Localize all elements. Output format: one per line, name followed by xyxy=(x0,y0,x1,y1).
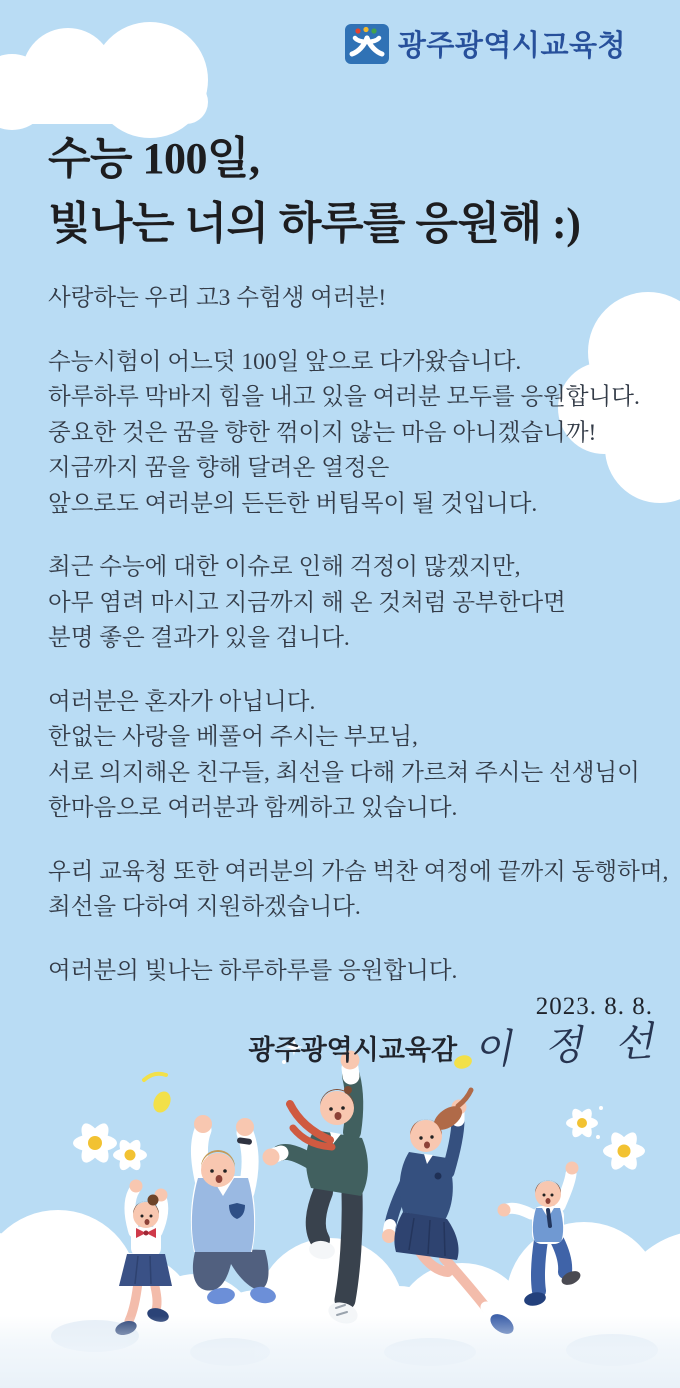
signer-name-handwritten: 이 정 선 xyxy=(472,1018,666,1074)
letter-line: 분명 좋은 결과가 있을 겁니다. xyxy=(48,625,350,651)
cloud-top-left-icon xyxy=(0,22,208,138)
letter-line: 한마음으로 여러분과 함께하고 있습니다. xyxy=(48,795,458,821)
page-title xyxy=(48,126,580,256)
paragraph-not-alone xyxy=(48,685,668,827)
letter-line: 여러분은 혼자가 아닙니다. xyxy=(48,688,316,715)
org-name: 광주광역시교육청 xyxy=(397,29,626,62)
paragraph-reassurance xyxy=(48,550,668,657)
letter-line: 서로 의지해온 친구들, 최선을 다해 가르쳐 주시는 선생님이 xyxy=(48,759,640,786)
letter-line: 지금까지 꿈을 향해 달려온 열정은 xyxy=(48,455,390,481)
letter-line: 수능시험이 어느덧 100일 앞으로 다가왔습니다. xyxy=(48,348,522,375)
paragraph-100-days xyxy=(48,345,668,523)
yellow-confetti xyxy=(144,1074,166,1080)
letter-line: 여러분의 빛나는 하루하루를 응원합니다. xyxy=(48,957,458,984)
paragraph-greeting xyxy=(48,281,668,317)
letter-line: 우리 교육청 또한 여러분의 가슴 벅찬 여정에 끝까지 동행하며, xyxy=(48,858,669,885)
student-boy-light-vest xyxy=(191,1115,277,1306)
letter-line: 중요한 것은 꿈을 향한 꺾이지 않는 마음 아니겠습니까! xyxy=(48,419,597,446)
sparkle-dot xyxy=(599,1106,603,1110)
signer-title: 광주광역시교육감 xyxy=(248,1035,458,1065)
title-line-2: 빛나는 너의 하루를 응원해 :) xyxy=(48,199,581,248)
letter-line: 사랑하는 우리 고3 수험생 여러분! xyxy=(48,285,387,311)
daisy-flower-icon xyxy=(603,1129,645,1174)
letter-line: 한없는 사랑을 베풀어 주시는 부모님, xyxy=(48,724,418,750)
paragraph-support xyxy=(48,855,668,926)
title-line-1: 수능 100일, xyxy=(48,134,260,183)
paragraph-closing xyxy=(48,954,668,990)
letter-line: 최근 수능에 대한 이슈로 인해 걱정이 많겠지만, xyxy=(48,554,521,580)
sparkle-dot xyxy=(596,1135,600,1139)
org-logo xyxy=(345,22,626,64)
signature-row xyxy=(248,1014,666,1074)
letter-line: 하루하루 막바지 힘을 내고 있을 여러분 모두를 응원합니다. xyxy=(48,384,640,410)
gwangju-edu-logo-icon xyxy=(345,22,389,64)
letter-body xyxy=(48,281,668,1017)
daisy-flower-icon xyxy=(113,1137,147,1173)
daisy-flower-icon xyxy=(73,1119,117,1166)
letter-line: 앞으로도 여러분의 든든한 버팀목이 될 것입니다. xyxy=(48,490,538,517)
bottom-fade xyxy=(0,1316,680,1388)
date: 2023. 8. 8. xyxy=(535,993,653,1020)
letter-line: 최선을 다하여 지원하겠습니다. xyxy=(48,894,361,920)
letter-line: 아무 염려 마시고 지금까지 해 온 것처럼 공부한다면 xyxy=(48,589,566,616)
daisy-flower-icon xyxy=(566,1106,598,1140)
